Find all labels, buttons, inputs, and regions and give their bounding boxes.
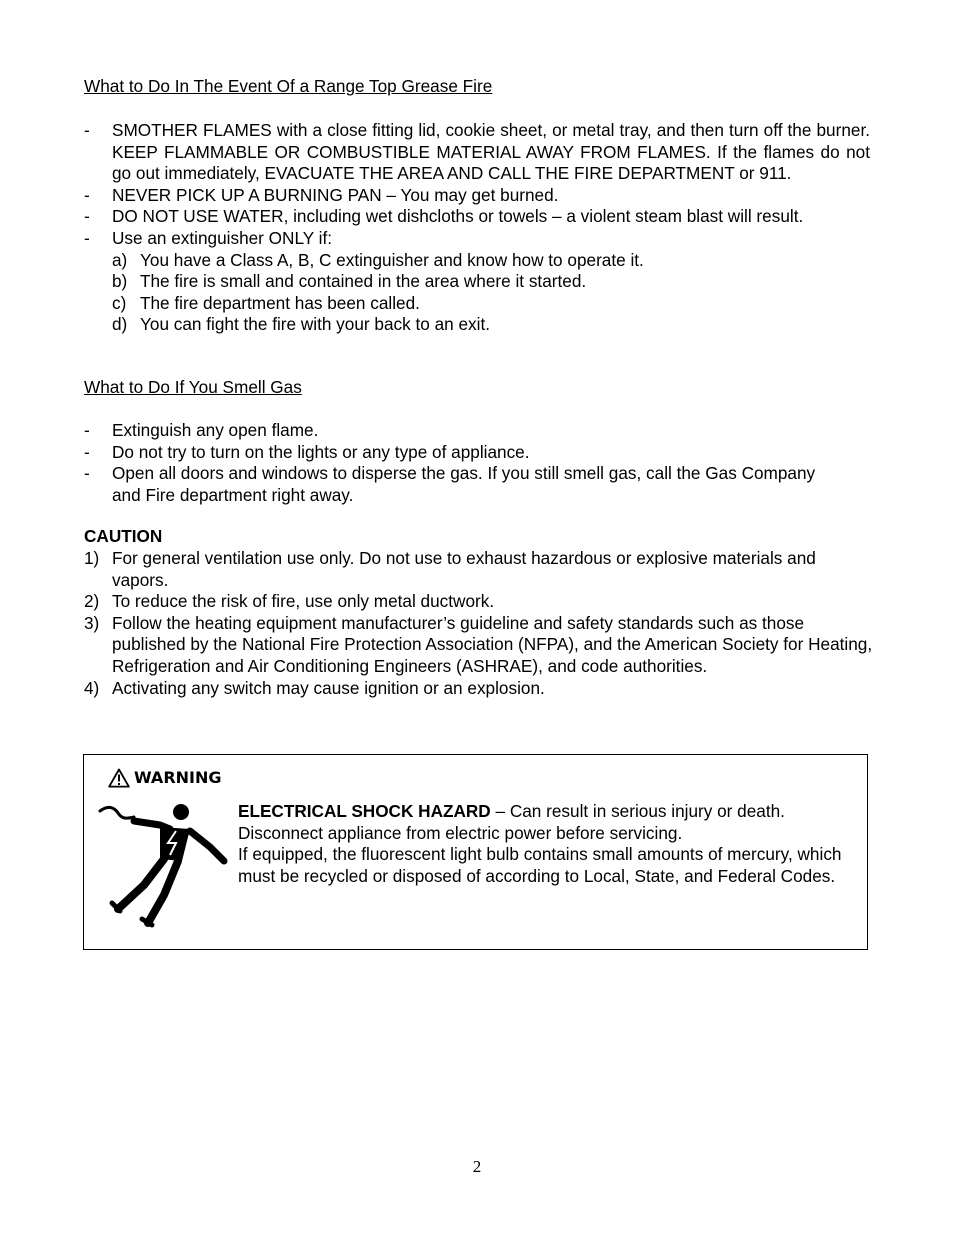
sub-list-marker: a) xyxy=(112,249,128,270)
warning-label xyxy=(108,767,222,789)
disconnect-instruction: Disconnect appliance from electric power before servicing. xyxy=(238,822,683,843)
hazard-line xyxy=(238,801,858,823)
list-marker: - xyxy=(84,206,90,227)
list-item xyxy=(84,591,874,613)
list-marker: - xyxy=(84,120,90,140)
smell-gas-heading: What to Do If You Smell Gas xyxy=(84,377,302,397)
sub-list-item xyxy=(112,271,870,293)
list-item-text: DO NOT USE WATER, including wet dishcloths or towels – a violent steam blast will result. xyxy=(112,206,804,227)
page-number: 2 xyxy=(472,1157,482,1176)
sub-list-item xyxy=(112,314,870,336)
list-marker: - xyxy=(84,441,90,462)
list-item-text: Activating any switch may cause ignition or an explosion. xyxy=(112,677,545,698)
list-item-text: Extinguish any open flame. xyxy=(112,420,319,440)
list-marker: - xyxy=(84,463,90,484)
sub-list-item-text: You have a Class A, B, C extinguisher and know how to operate it. xyxy=(140,249,644,270)
list-marker: 3) xyxy=(84,612,100,633)
list-item-text: Use an extinguisher ONLY if: xyxy=(112,227,333,248)
list-item xyxy=(84,206,870,228)
list-item xyxy=(84,185,870,207)
list-marker: 4) xyxy=(84,677,100,698)
sub-list-marker: b) xyxy=(112,271,128,292)
list-item xyxy=(84,548,874,591)
warning-label-text: WARNING xyxy=(134,768,222,787)
list-item-text: NEVER PICK UP A BURNING PAN – You may get burned. xyxy=(112,184,559,205)
list-marker: - xyxy=(84,184,90,205)
list-item xyxy=(84,678,874,700)
list-marker: 1) xyxy=(84,548,100,568)
caution-title: CAUTION xyxy=(84,526,163,546)
list-item xyxy=(84,463,824,506)
list-marker: - xyxy=(84,420,90,440)
list-item xyxy=(84,228,870,336)
hazard-description: – Can result in serious injury or death. xyxy=(490,801,785,821)
sub-list-item xyxy=(112,250,870,272)
grease-fire-heading: What to Do In The Event Of a Range Top Grease Fire xyxy=(84,76,493,96)
list-item-text: Follow the heating equipment manufacturer’s guideline and safety standards such as those published by the National Fire Protection Association (NFPA), and the American Society for Heating, Refrigeration and Air Conditioning Engineers (ASHRAE), and code authorities. xyxy=(112,612,873,676)
electric-shock-figure-icon xyxy=(98,803,230,929)
sub-list-item-text: You can fight the fire with your back to an exit. xyxy=(140,314,491,335)
sub-list-marker: c) xyxy=(112,292,127,313)
grease-fire-list xyxy=(84,120,870,336)
warning-triangle-icon xyxy=(108,768,130,788)
list-item xyxy=(84,120,870,185)
list-item-text: For general ventilation use only. Do not use to exhaust hazardous or explosive materials and vapors. xyxy=(112,548,816,590)
smell-gas-list xyxy=(84,420,824,506)
list-item xyxy=(84,420,824,442)
extinguisher-conditions-list xyxy=(112,250,870,336)
list-item-text: Do not try to turn on the lights or any type of appliance. xyxy=(112,441,530,462)
list-marker: - xyxy=(84,227,90,248)
warning-text xyxy=(238,801,858,887)
list-item xyxy=(84,613,874,678)
sub-list-item-text: The fire department has been called. xyxy=(140,292,420,313)
warning-box xyxy=(83,754,868,950)
sub-list-item-text: The fire is small and contained in the area where it started. xyxy=(140,271,587,292)
hazard-title: ELECTRICAL SHOCK HAZARD xyxy=(238,801,491,821)
list-item-text: Open all doors and windows to disperse the gas. If you still smell gas, call the Gas Company and Fire department right away. xyxy=(112,463,816,505)
mercury-notice: If equipped, the fluorescent light bulb contains small amounts of mercury, which must be recycled or disposed of according to Local, State, and Federal Codes. xyxy=(238,844,842,886)
list-item xyxy=(84,442,824,464)
sub-list-item xyxy=(112,293,870,315)
sub-list-marker: d) xyxy=(112,314,128,335)
list-item-text: SMOTHER FLAMES with a close fitting lid, cookie sheet, or metal tray, and then turn off the burner. KEEP FLAMMABLE OR COMBUSTIBLE MATERIAL AWAY FROM FLAMES. If the flames do not go out immediately, EVACUATE THE AREA AND CALL THE FIRE DEPARTMENT or 911. xyxy=(112,120,870,184)
list-marker: 2) xyxy=(84,591,100,612)
list-item-text: To reduce the risk of fire, use only metal ductwork. xyxy=(112,591,495,612)
caution-list xyxy=(84,548,874,699)
